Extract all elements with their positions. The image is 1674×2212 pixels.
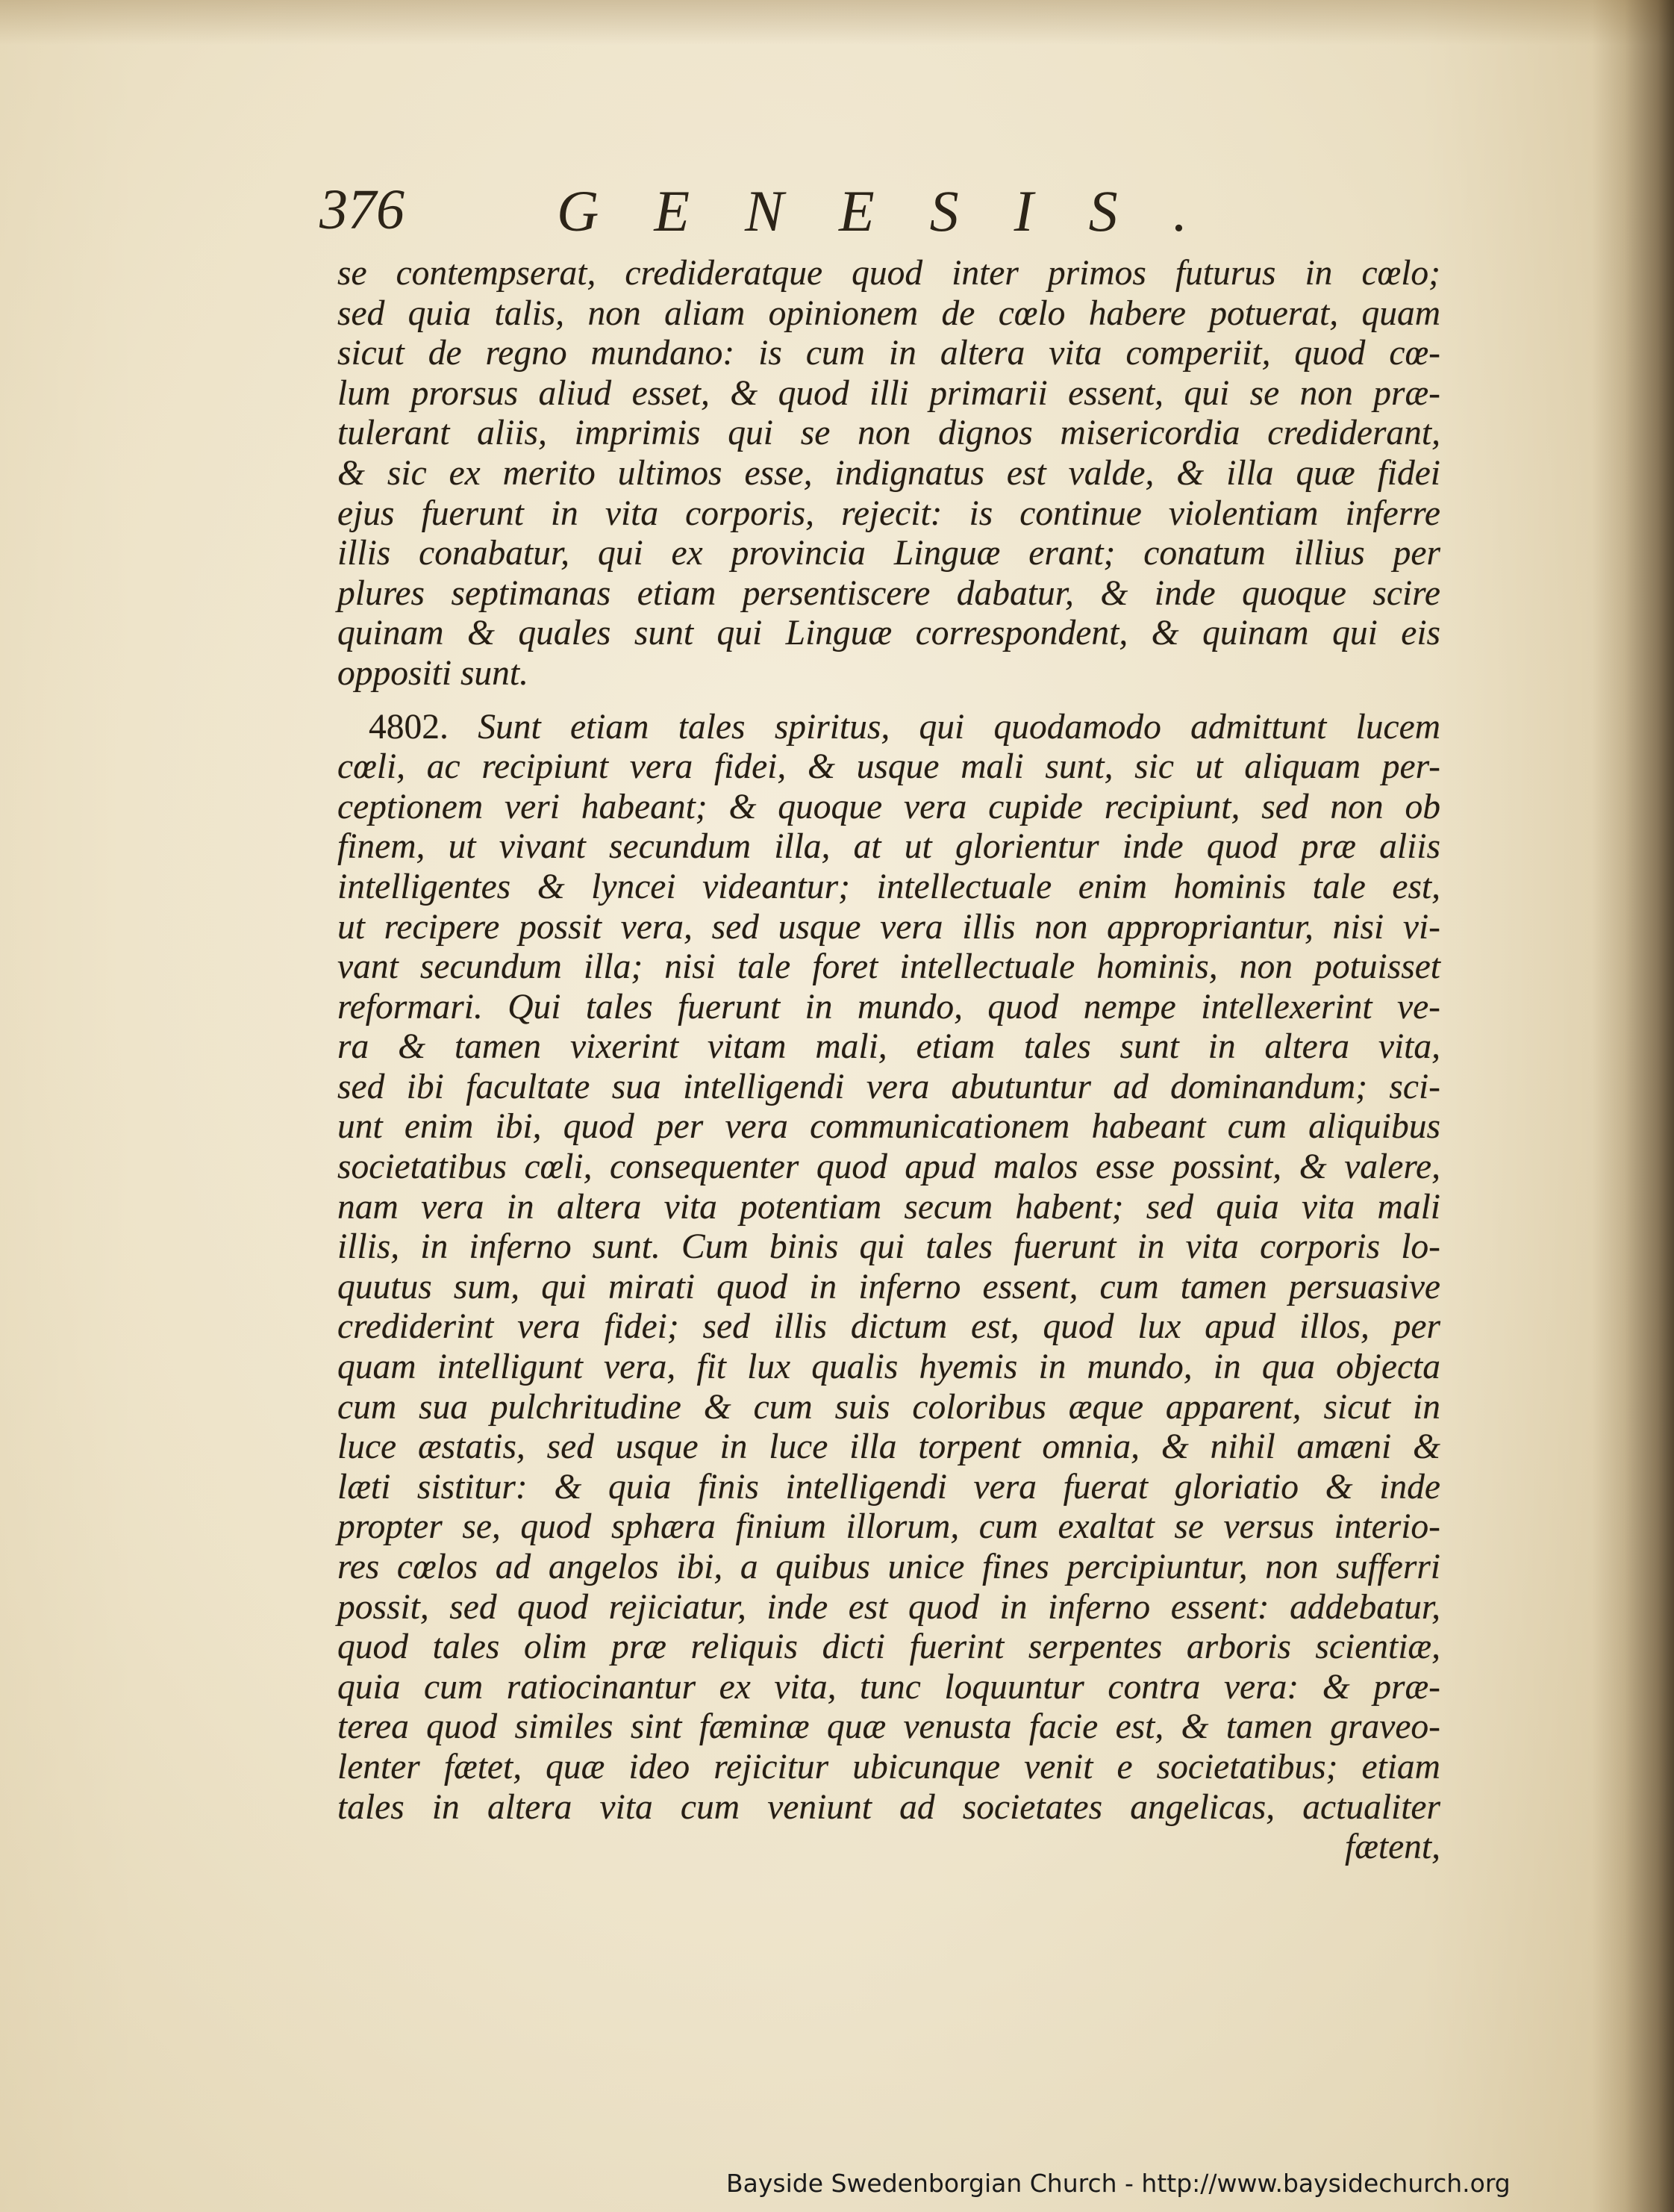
text-line: sed quia talis, non aliam opinionem de cœlo habere potuerat, quam: [337, 293, 1440, 333]
page-top-edge-shading: [0, 0, 1674, 45]
text-line: reformari. Qui tales fuerunt in mundo, quod nempe intellexerint ve-: [337, 987, 1440, 1026]
text-line: cum sua pulchritudine & cum suis coloribus æque apparent, sicut in: [337, 1387, 1440, 1427]
text-line: sicut de regno mundano: is cum in altera vita comperiit, quod cœ-: [337, 334, 1440, 373]
body-text: [337, 254, 1440, 1868]
paragraph-4802: [337, 708, 1440, 1868]
text-line: ejus fuerunt in vita corporis, rejecit: is continue violentiam inferre: [337, 493, 1440, 533]
catchword: fætent,: [1345, 1828, 1440, 1867]
text-line: possit, sed quod rejiciatur, inde est quod in inferno essent: addebatur,: [337, 1587, 1440, 1627]
text-line: quinam & quales sunt qui Linguæ correspondent, & quinam qui eis: [337, 614, 1440, 653]
text-line: ceptionem veri habeant; & quoque vera cupide recipiunt, sed non ob: [337, 787, 1440, 826]
paragraph-gap: [337, 694, 1440, 708]
text-line: plures septimanas etiam persentiscere dabatur, & inde quoque scire: [337, 573, 1440, 613]
watermark-credit: Bayside Swedenborgian Church - http://www.baysidechurch.org: [726, 2169, 1511, 2198]
text-line: quod tales olim præ reliquis dicti fuerint serpentes arboris scientiæ,: [337, 1627, 1440, 1667]
text-line: tulerant aliis, imprimis qui se non dignos misericordia crediderant,: [337, 414, 1440, 453]
text-line: unt enim ibi, quod per vera communicationem habeant cum aliquibus: [337, 1107, 1440, 1147]
text-line: lum prorsus aliud esset, & quod illi primarii essent, qui se non præ-: [337, 373, 1440, 413]
running-head-title: GENESIS.: [557, 178, 1243, 243]
text-line: lenter fætet, quæ ideo rejicitur ubicunque venit e societatibus; etiam: [337, 1747, 1440, 1786]
text-line: vant secundum illa; nisi tale foret intellectuale hominis, non potuisset: [337, 947, 1440, 987]
text-line: intelligentes & lyncei videantur; intellectuale enim hominis tale est,: [337, 867, 1440, 906]
text-line: ut recipere possit vera, sed usque vera illis non appropriantur, nisi vi-: [337, 907, 1440, 947]
text-line: terea quod similes sint fæminæ quæ venusta facie est, & tamen graveo-: [337, 1707, 1440, 1747]
text-line: se contempserat, credideratque quod inter primos futurus in cœlo;: [337, 254, 1440, 293]
text-line: ra & tamen vixerint vitam mali, etiam tales sunt in altera vita,: [337, 1027, 1440, 1067]
text-line: quam intelligunt vera, fit lux qualis hyemis in mundo, in qua objecta: [337, 1348, 1440, 1387]
text-line: oppositi sunt.: [337, 653, 529, 693]
text-line: cœli, ac recipiunt vera fidei, & usque mali sunt, sic ut aliquam per-: [337, 747, 1440, 787]
paragraph-number: 4802.: [369, 707, 449, 747]
text-line: finem, ut vivant secundum illa, at ut glorientur inde quod præ aliis: [337, 827, 1440, 867]
text-line-content: Sunt etiam tales spiritus, qui quodamodo admittunt lucem: [478, 707, 1440, 747]
text-line-first: [337, 708, 1440, 748]
page-number: 376: [319, 178, 405, 241]
text-line: res cœlos ad angelos ibi, a quibus unice fines percipiuntur, non sufferri: [337, 1548, 1440, 1586]
paragraph-continued: [337, 254, 1440, 694]
text-line: sed ibi facultate sua intelligendi vera abutuntur ad dominandum; sci-: [337, 1067, 1440, 1106]
running-head: [319, 178, 1290, 245]
binding-gutter-shadow: [1592, 0, 1674, 2212]
text-line: læti sistitur: & quia finis intelligendi vera fuerat gloriatio & inde: [337, 1467, 1440, 1507]
text-line: quia cum ratiocinantur ex vita, tunc loquuntur contra vera: & præ-: [337, 1667, 1440, 1707]
text-line: nam vera in altera vita potentiam secum habent; sed quia vita mali: [337, 1187, 1440, 1227]
text-line: propter se, quod sphæra finium illorum, cum exaltat se versus interio-: [337, 1507, 1440, 1547]
text-line: illis, in inferno sunt. Cum binis qui tales fuerunt in vita corporis lo-: [337, 1227, 1440, 1267]
text-line: & sic ex merito ultimos esse, indignatus est valde, & illa quæ fidei: [337, 453, 1440, 493]
text-line: tales in altera vita cum veniunt ad societates angelicas, actualiter: [337, 1787, 1440, 1827]
text-line: luce æstatis, sed usque in luce illa torpent omnia, & nihil amæni &: [337, 1427, 1440, 1467]
text-line: quutus sum, qui mirati quod in inferno essent, cum tamen persuasive: [337, 1267, 1440, 1306]
text-line: societatibus cœli, consequenter quod apud malos esse possint, & valere,: [337, 1147, 1440, 1187]
text-line: crediderint vera fidei; sed illis dictum est, quod lux apud illos, per: [337, 1307, 1440, 1347]
text-line: illis conabatur, qui ex provincia Linguæ erant; conatum illius per: [337, 534, 1440, 573]
